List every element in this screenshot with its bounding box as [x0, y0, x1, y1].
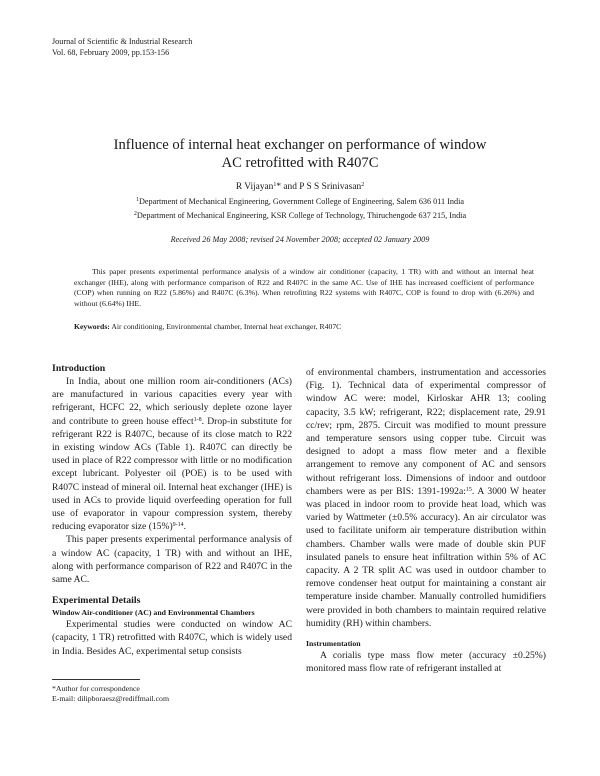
affiliation-1: [60, 197, 540, 206]
right-p1-part-b: . A 3000 W heater was placed in indoor room to provide heat load, which was varied by Wattmeter (±0.5% accuracy). An air circulator was used to facilitate uniform air temperature distribution within chambers. Chamber walls were made of double skin PUF insulated panels to ensure heat infiltration within 5% of AC capacity. A 2 TR split AC was used in outdoor chamber to remove condenser heat output for maintaining a constant air temperature inside chamber. Manually controlled humidifiers were provided in both chambers to maintain required relative humidity (RH) within chambers.: [306, 485, 546, 629]
keywords: [74, 322, 534, 331]
experimental-heading: Experimental Details: [52, 595, 141, 607]
abstract: This paper presents experimental performance analysis of a window air conditioner (capacity, 1 TR) with and without an internal heat exchanger (IHE), along with performance comparison of R22 and R407C in the same AC. Use of IHE has increased coefficient of performance (COP) when running on R22 (5.86%) and R407C (6.3%). When retrofitting R22 systems with R407C, COP is found to drop with (6.26%) and without (6.64%) IHE.: [74, 267, 534, 308]
authors: [60, 182, 540, 192]
introduction-paragraph-2: This paper presents experimental performance analysis of a window AC (capacity, 1 TR) with and without an IHE, along with performance comparison of R22 and R407C in the same AC.: [52, 534, 292, 586]
right-paragraph-1: [306, 366, 546, 630]
experimental-paragraph-1: Experimental studies were conducted on window AC (capacity, 1 TR) retrofitted with R407C, which is widely used in India. Besides AC, experimental setup consists: [52, 619, 292, 657]
correspondence-note: *Author for correspondence: [52, 684, 140, 693]
intro-p1-part-c: .: [183, 521, 187, 533]
affiliation-2: [60, 211, 540, 220]
title-line-1: Influence of internal heat exchanger on performance of window: [113, 137, 487, 153]
corresponding-mark: *: [276, 182, 282, 192]
left-column: [52, 362, 292, 658]
affiliation-2-sup: 2: [133, 211, 137, 217]
footnote: [52, 684, 169, 705]
affiliation-1-sup: 1: [135, 197, 139, 203]
ref-9-14: 9-14: [172, 522, 184, 529]
authors-and: and: [281, 182, 300, 192]
ref-1-8: 1-8: [193, 416, 202, 423]
affiliation-2-text: Department of Mechanical Engineering, KSR College of Technology, Thiruchengode 637 215, India: [136, 211, 467, 220]
author-1: R Vijayan: [235, 182, 274, 192]
author-1-affil: 1: [273, 182, 277, 188]
keywords-label: Keywords:: [74, 322, 110, 331]
ref-15: 15: [465, 486, 472, 493]
paper-title: [60, 136, 540, 172]
author-2: P S S Srinivasan: [299, 182, 362, 192]
affiliation-1-text: Department of Mechanical Engineering, Government College of Engineering, Salem 636 011 India: [138, 197, 465, 206]
intro-p1-part-b: . Drop-in substitute for refrigerant R22 is R407C, because of its close match to R22 in existing window ACs (Table 1). R407C can directly be used in place of R22 compressor with little or no modification except lubricant. Polyester oil (POE) is to be used with R407C instead of mineral oil. Internal heat exchanger (IHE) is used in ACs to provide liquid overfeeding operation for full use of evaporator in vapour compression system, thereby reducing evaporator size (15%): [52, 415, 293, 533]
journal-volume: Vol. 68, February 2009, pp.153-156: [52, 48, 170, 57]
correspondence-email: E-mail: dilipboraesz@rediffmail.com: [52, 694, 170, 704]
instrumentation-paragraph: A corialis type mass flow meter (accuracy ±0.25%) monitored mass flow rate of refrigerant installed at: [306, 650, 546, 675]
introduction-heading: Introduction: [52, 363, 106, 374]
intro-p1-part-a: In India, about one million room air-conditioners (ACs) are manufactured in various capacities every year with refrigerant, HCFC 22, which seriously deplete ozone layer and contribute to green house effect: [52, 376, 292, 427]
journal-header: [52, 36, 192, 58]
footnote-divider: [52, 679, 140, 680]
right-p1-part-a: of environmental chambers, instrumentation and accessories (Fig. 1). Technical data of experimental compressor of window AC were: model, Kirloskar AHR 13; cooling capacity, 3.5 kW; refrigerant, R22; displacement rate, 29.91 cc/rev; rpm, 2875. Circuit was modified to mount pressure and temperature sensors using copper tube. Circuit was designed to adopt a mass flow meter and a flexible arrangement to remove any component of AC and sensors without refrigerant loss. Dimensions of indoor and outdoor chambers were as per BIS: 1391-1992a:: [306, 367, 546, 497]
introduction-paragraph-1: [52, 375, 292, 533]
instrumentation-heading: Instrumentation: [306, 639, 361, 649]
keywords-text: Air conditioning, Environmental chamber, Internal heat exchanger, R407C: [109, 322, 342, 331]
window-ac-subheading: Window Air-conditioner (AC) and Environmental Chambers: [52, 608, 255, 618]
title-line-2: AC retrofitted with R407C: [221, 155, 379, 171]
right-column: [306, 366, 546, 675]
author-2-affil: 2: [361, 182, 365, 188]
journal-name: Journal of Scientific & Industrial Research: [52, 37, 193, 46]
received-dates: Received 26 May 2008; revised 24 November 2008; accepted 02 January 2009: [170, 235, 430, 244]
